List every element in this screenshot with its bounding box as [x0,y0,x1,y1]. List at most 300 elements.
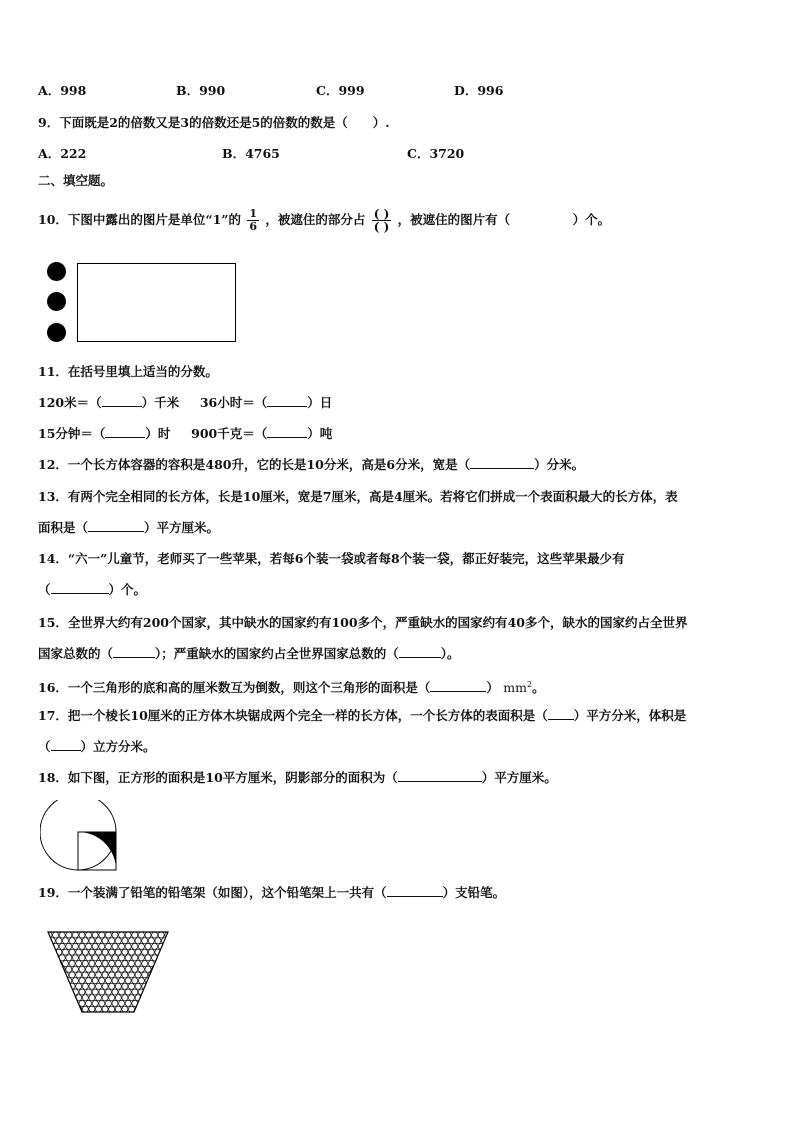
pencil-end [49,961,55,967]
pencil-end [96,961,102,967]
pencil-end [119,943,125,949]
pencil-end [105,989,111,995]
pencil-end [142,972,148,978]
pencil-end [155,995,161,1001]
q8-option-c: C．999 [316,83,365,98]
pencil-end [86,1000,92,1006]
pencil-end [162,972,168,978]
q18-text-post: ）平方厘米。 [481,770,557,785]
q11-r2a-pre: 15分钟＝（ [38,426,106,441]
pencil-end [99,989,105,995]
pencil-end [63,961,69,967]
pencil-end [132,978,138,984]
pencil-end [82,995,88,1001]
pencil-end [138,943,144,949]
pencil-end [129,1006,135,1012]
q8-options [38,82,503,100]
pencil-end [66,989,72,995]
q18-text-pre: 18．如下图，正方形的面积是10平方厘米，阴影部分的面积为（ [38,770,398,785]
pencil-end [92,966,98,972]
pencil-end [102,949,108,955]
pencil-end [99,932,105,938]
pencil-end [165,989,170,995]
pencil-end [53,1000,59,1006]
pencil-end [165,955,170,961]
pencil-end [155,972,161,978]
pencil-end [69,972,75,978]
pencil-end [86,955,92,961]
pencil-end [46,943,52,949]
answer-blank[interactable] [470,456,534,469]
pencil-end [145,943,151,949]
pencil-end [142,938,148,944]
q12-stem [38,456,584,474]
pencil-end [53,978,59,984]
pencil-end [152,932,158,938]
pencil-end [102,995,108,1001]
pencil-end [112,943,118,949]
pencil-end [112,978,118,984]
pencil-end [72,943,78,949]
pencil-end [86,943,92,949]
q14-text-pre: （ [38,582,51,597]
q16-text-pre: 16．一个三角形的底和高的厘米数互为倒数，则这个三角形的面积是（ [38,680,431,696]
pencil-end [59,989,65,995]
pencil-end [66,943,72,949]
q9-option-c: C．3720 [407,146,465,161]
q9-stem: 9．下面既是2的倍数又是3的倍数还是5的倍数的数是（ ）. [38,115,390,130]
pencil-end [122,983,128,989]
pencil-end [89,961,95,967]
q12-text-post: ）分米。 [534,457,585,472]
answer-blank[interactable] [51,581,109,594]
pencil-end [66,966,72,972]
q10-blank-fraction[interactable] [372,208,392,233]
pencil-end [115,938,121,944]
q17-text-pre: 17．把一个棱长10厘米的正方体木块锯成两个完全一样的长方体，一个长方体的表面积是（ [38,708,548,723]
pencil-end [56,995,62,1001]
q15-line-2 [38,645,460,663]
pencil-end [79,955,85,961]
q11-r1b-post: ）日 [307,395,333,410]
pencil-end [122,972,128,978]
pencil-end [92,932,98,938]
pencil-end [96,972,102,978]
pencil-end [148,938,154,944]
pencil-end [86,966,92,972]
pencil-end [53,932,59,938]
pencil-end [138,966,144,972]
section-heading: 二、填空题。 [38,173,114,188]
answer-blank[interactable] [113,645,155,658]
pencil-end [46,955,52,961]
pencil-end [69,1006,75,1012]
pencil-end [142,1006,148,1012]
pencil-end [152,1000,158,1006]
q10-text-post: ，被遮住的图片有（ ）个。 [397,212,611,227]
q10-figure [44,262,238,344]
pencil-end [142,949,148,955]
pencil-end [56,972,62,978]
pencil-end [96,983,102,989]
answer-blank[interactable] [399,645,441,658]
pencil-end [105,978,111,984]
q8-option-a: A．998 [38,83,87,98]
pencil-end [79,978,85,984]
pencil-end [79,989,85,995]
pencil-end [122,1006,128,1012]
q16-text-post: ） [486,680,499,696]
pencil-end [132,943,138,949]
pencil-end [119,1000,125,1006]
pencil-end [69,949,75,955]
pencil-end [89,938,95,944]
pencil-end [86,978,92,984]
pencil-end [46,966,52,972]
pencil-end [63,949,69,955]
pencil-end [46,978,52,984]
pencil-end [125,966,131,972]
pencil-end [125,932,131,938]
answer-blank[interactable] [102,394,142,407]
pencil-end [158,955,164,961]
q11-r1a-post: ）千米 [141,395,180,410]
answer-blank[interactable] [548,707,574,720]
pencil-end [76,983,82,989]
q14-text-post: ）个。 [108,582,147,597]
pencil-end [49,983,55,989]
pencil-end [96,938,102,944]
q12-text-pre: 12．一个长方体容器的容积是480升，它的长是10分米，高是6分米，宽是（ [38,457,471,472]
pencil-end [99,943,105,949]
q11-row-2 [38,425,332,443]
pencil-end [125,943,131,949]
pencil-end [53,989,59,995]
pencil-end [53,966,59,972]
q17-line-2 [38,738,156,756]
pencil-end [99,1000,105,1006]
pencil-end [69,938,75,944]
pencil-end [105,955,111,961]
pencil-end [162,949,168,955]
pencil-end [129,949,135,955]
pencil-end [119,978,125,984]
pencil-end [165,943,170,949]
pencil-end [125,955,131,961]
q10-frac-den: 6 [249,220,257,233]
q13-line-2 [38,519,219,537]
pencil-end [69,961,75,967]
pencil-end [69,995,75,1001]
pencil-end [79,932,85,938]
pencil-end [105,966,111,972]
pencil-end [125,978,131,984]
pencil-end [66,1000,72,1006]
pencil-end [82,983,88,989]
pencil-end [138,955,144,961]
q14-line-1: 14．“六一”儿童节，老师买了一些苹果，若每6个装一袋或者每8个装一袋，都正好装完，这些苹果最少有 [38,551,625,566]
pencil-end [129,983,135,989]
pencil-end [152,943,158,949]
q11-r2b-post: ）吨 [307,426,333,441]
pencil-end [129,995,135,1001]
pencil-end [109,1006,115,1012]
q14-line-2 [38,581,146,599]
pencil-end [76,938,82,944]
pencil-end [162,983,168,989]
pencil-end [102,961,108,967]
pencil-end [138,1000,144,1006]
q15-text-c: ）。 [440,646,460,661]
q9-options [38,145,464,163]
pencil-end [46,989,52,995]
pencil-end [145,989,151,995]
answer-blank[interactable] [430,679,486,692]
q17-line-1 [38,707,686,725]
q19-stem [38,884,505,902]
pencil-end [142,995,148,1001]
q16-stem [38,676,545,697]
q19-text-post: ）支铅笔。 [442,885,506,900]
pencil-end [132,955,138,961]
pencil-end [76,972,82,978]
pencil-end [119,966,125,972]
q19-pencil-holder-figure [46,930,170,1014]
pencil-end [89,995,95,1001]
pencil-end [119,955,125,961]
pencil-end [152,989,158,995]
pencil-end [92,955,98,961]
answer-blank[interactable] [105,425,145,438]
pencil-end [155,938,161,944]
answer-blank[interactable] [398,769,482,782]
pencil-end [135,972,141,978]
q15-text-a: 国家总数的（ [38,646,114,661]
q18-stem [38,769,557,787]
q16-unit: $mm^2$ [503,680,533,696]
pencil-end [56,983,62,989]
pencil-end [145,1000,151,1006]
dot-2 [47,292,66,311]
pencil-end [63,995,69,1001]
answer-blank[interactable] [88,519,144,532]
pencil-end [129,938,135,944]
pencil-end [109,972,115,978]
pencil-end [165,966,170,972]
pencil-end [102,1006,108,1012]
pencil-end [132,989,138,995]
answer-blank[interactable] [267,394,307,407]
pencil-end [158,978,164,984]
pencil-end [158,1000,164,1006]
pencil-end [79,966,85,972]
q16-end: 。 [532,680,545,696]
pencil-end [86,989,92,995]
pencil-end [79,1000,85,1006]
pencil-end [82,972,88,978]
pencil-end [158,932,164,938]
pencil-end [56,938,62,944]
q13-line-1: 13．有两个完全相同的长方体，长是10厘米，宽是7厘米，高是4厘米。若将它们拼成一个表面积最大的长方体，表 [38,489,678,504]
pencil-end [115,1006,121,1012]
q18-figure [40,800,122,872]
pencil-end [89,1006,95,1012]
pencil-end [135,938,141,944]
q11-r2b-pre: 900千克＝（ [191,426,268,441]
pencil-end [49,995,55,1001]
pencil-end [76,961,82,967]
pencil-end [82,961,88,967]
pencil-end [122,949,128,955]
pencil-end [165,1000,170,1006]
pencil-end [105,1000,111,1006]
pencil-end [109,961,115,967]
pencil-end [92,1000,98,1006]
pencil-end [109,983,115,989]
pencil-end [162,995,168,1001]
pencil-end [165,978,170,984]
pencil-end [145,966,151,972]
pencil-end [59,943,65,949]
pencil-end [112,989,118,995]
pencil-end [112,966,118,972]
pencil-end [125,989,131,995]
pencil-end [109,995,115,1001]
pencil-end [115,983,121,989]
pencil-end [63,983,69,989]
cover-rectangle [77,263,236,342]
pencil-end [56,1006,62,1012]
pencil-end [99,966,105,972]
pencil-end [102,972,108,978]
pencil-end [89,972,95,978]
pencil-end [59,932,65,938]
q8-option-d: D．996 [454,83,504,98]
q11-stem: 11．在括号里填上适当的分数。 [38,364,218,379]
pencil-end [148,995,154,1001]
pencil-end [59,978,65,984]
pencil-end [72,955,78,961]
q17-line2-post: ）立方分米。 [80,739,156,754]
q11-r2a-post: ）时 [145,426,171,441]
q10-blank-den: ( ) [373,220,390,234]
pencil-end [105,943,111,949]
q15-line-1: 15．全世界大约有200个国家，其中缺水的国家约有100多个，严重缺水的国家约有40多个，缺水的国家约占全世界 [38,615,688,630]
q17-line2-pre: （ [38,739,51,754]
q15-text-b: ）；严重缺水的国家约占全世界国家总数的（ [155,646,399,661]
pencil-end [115,995,121,1001]
pencil-end [122,938,128,944]
dot-3 [47,323,66,342]
pencil-end [99,978,105,984]
pencil-end [138,932,144,938]
pencil-end [135,983,141,989]
pencil-end [158,989,164,995]
pencil-end [152,978,158,984]
pencil-end [66,932,72,938]
pencil-end [49,949,55,955]
q10-fraction [247,208,259,233]
q10-text-mid: ，被遮住的部分占 [265,212,366,227]
pencil-end [96,949,102,955]
pencil-end [96,995,102,1001]
q10-text-pre: 10．下图中露出的图片是单位“1”的 [38,212,241,227]
pencil-end [115,972,121,978]
pencil-end [148,1006,154,1012]
pencil-end [112,932,118,938]
q9-option-b: B．4765 [222,146,280,161]
pencil-end [122,995,128,1001]
pencil-end [72,966,78,972]
pencil-end [92,943,98,949]
pencil-end [66,955,72,961]
answer-blank[interactable] [51,738,81,751]
pencil-end [138,978,144,984]
pencil-end [142,961,148,967]
pencil-end [129,972,135,978]
pencil-end [129,961,135,967]
pencil-end [112,955,118,961]
pencil-end [102,983,108,989]
pencil-end [96,1006,102,1012]
pencil-end [162,1006,168,1012]
pencil-end [63,938,69,944]
pencil-end [125,1000,131,1006]
pencil-end [132,932,138,938]
q11-r1b-pre: 36小时＝（ [199,395,268,410]
q13-text-post: ）平方厘米。 [144,520,220,535]
q17-text-post: ）平方分米，体积是 [573,708,687,723]
pencil-end [119,932,125,938]
pencil-end [89,983,95,989]
q10-stem [38,200,610,240]
dot-1 [47,262,66,281]
pencil-end [63,1006,69,1012]
pencil-end [115,961,121,967]
pencil-end [82,938,88,944]
pencil-end [135,949,141,955]
pencil-end [82,1006,88,1012]
pencil-end [115,949,121,955]
pencil-end [155,1006,161,1012]
pencil-end [119,989,125,995]
pencil-end [99,955,105,961]
pencil-end [102,938,108,944]
pencil-end [59,1000,65,1006]
pencil-end [112,1000,118,1006]
pencil-end [148,983,154,989]
pencil-end [76,949,82,955]
q10-blank-num: ( ) [373,207,390,221]
pencil-end [122,961,128,967]
pencil-end [132,966,138,972]
pencil-end [109,949,115,955]
pencil-end [155,983,161,989]
answer-blank[interactable] [267,425,307,438]
pencil-end [135,961,141,967]
q11-row-1 [38,394,332,412]
q19-text-pre: 19．一个装满了铅笔的铅笔架（如图），这个铅笔架上一共有（ [38,885,387,900]
answer-blank[interactable] [387,884,443,897]
pencil-end [145,932,151,938]
pencil-end [72,978,78,984]
pencil-end [89,949,95,955]
pencil-end [49,1006,55,1012]
q8-option-b: B．990 [176,83,226,98]
pencil-end [148,949,154,955]
pencil-end [158,966,164,972]
pencil-end [105,932,111,938]
